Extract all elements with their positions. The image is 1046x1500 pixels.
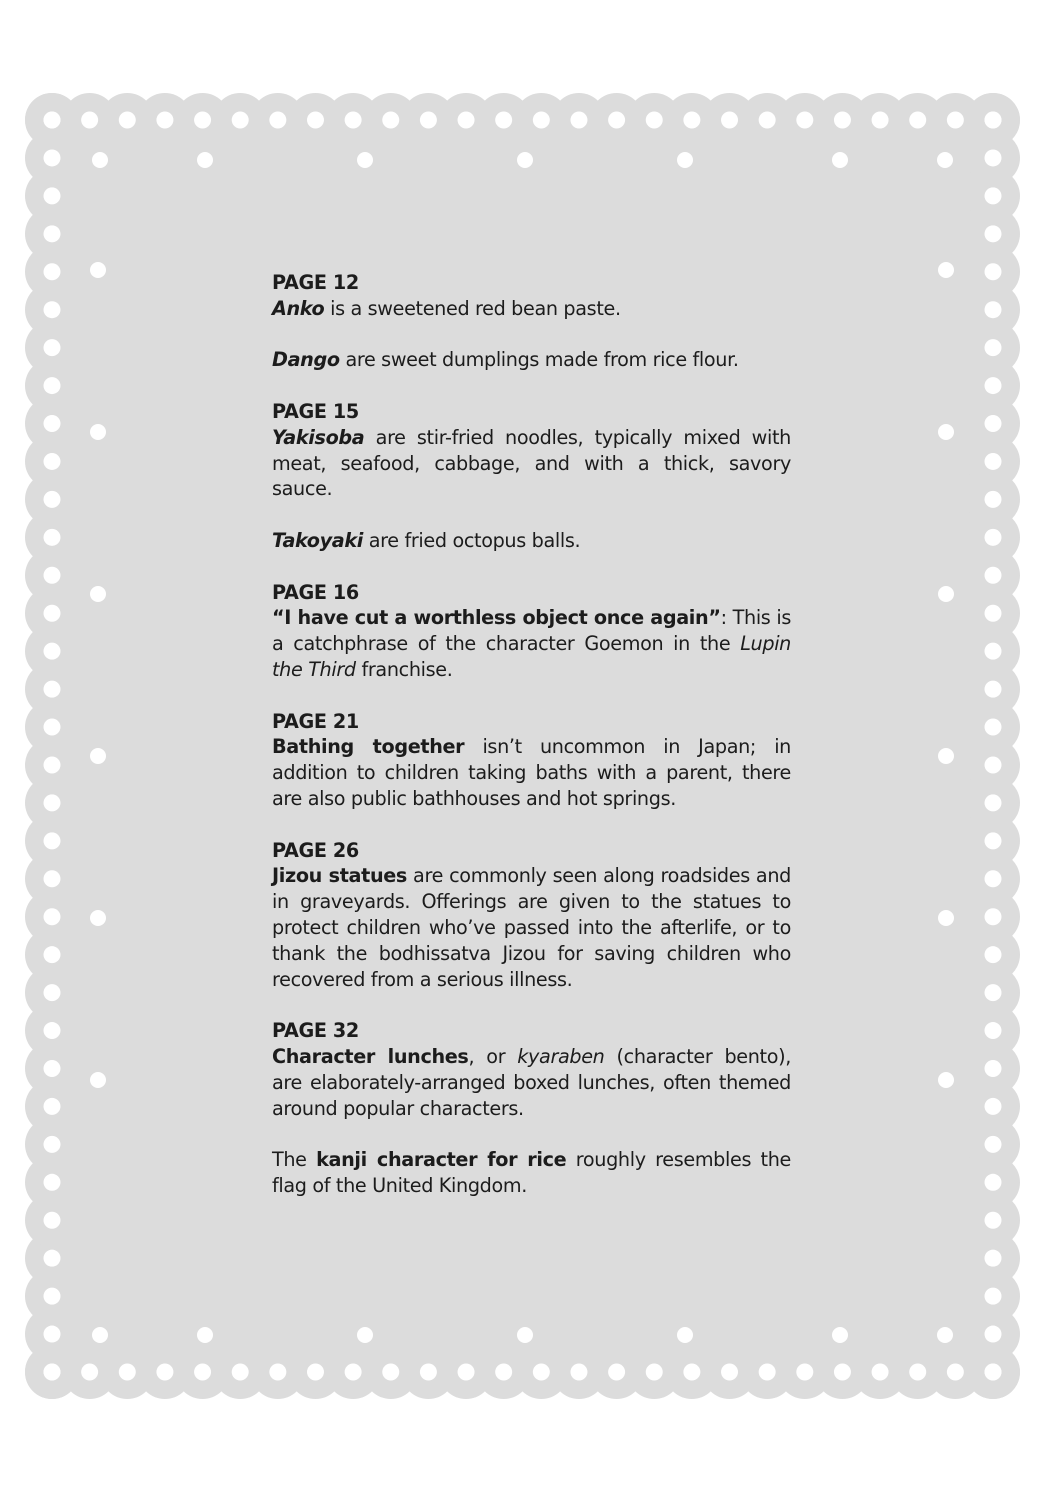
note-term: kyaraben <box>517 1044 605 1068</box>
note-paragraph <box>272 1044 791 1121</box>
translation-notes <box>272 270 791 1224</box>
note-term: “I have cut a worthless object once again” <box>272 606 721 630</box>
note-paragraph <box>272 605 791 682</box>
note-term: Character lunches <box>272 1044 469 1068</box>
note-paragraph <box>272 296 791 322</box>
note-paragraph <box>272 734 791 811</box>
note-text: are commonly seen along roadsides and in graveyards. Offerings are given to the statues to protect children who’ve passed into the afterlife, or to thank the bodhissatva Jizou for saving children who recovered from a serious illness. <box>272 864 791 991</box>
note-term: Takoyaki <box>272 528 364 552</box>
note-term: Anko <box>272 296 325 320</box>
note-term: Lupin the Third <box>272 632 791 681</box>
note-term: Dango <box>272 348 340 372</box>
page-heading: PAGE 21 <box>272 709 359 733</box>
note-text: , or <box>468 1044 518 1068</box>
note-paragraph <box>272 347 791 373</box>
note-text: (character bento), are elaborately-arranged boxed lunches, often themed around popular characters. <box>272 1044 791 1120</box>
note-text: isn’t uncommon in Japan; in addition to children taking baths with a parent, there are also public bathhouses and hot springs. <box>272 735 791 810</box>
note-section <box>272 709 791 812</box>
note-paragraph <box>272 863 791 992</box>
note-paragraph <box>272 1147 791 1199</box>
note-term: kanji character for rice <box>316 1148 567 1172</box>
note-text: : This is a catchphrase of the character Goemon in the <box>272 606 791 656</box>
note-section <box>272 838 791 993</box>
note-term: Bathing together <box>272 735 465 759</box>
note-section <box>272 1018 791 1199</box>
page-heading: PAGE 16 <box>272 580 359 604</box>
note-text: are stir-fried noodles, typically mixed with meat, seafood, cabbage, and with a thick, savory sauce. <box>272 425 791 501</box>
note-text: is a sweetened red bean paste. <box>324 296 621 320</box>
note-text: The <box>272 1148 317 1172</box>
page-heading: PAGE 32 <box>272 1019 359 1043</box>
note-term: Yakisoba <box>272 425 365 449</box>
note-text: are sweet dumplings made from rice flour. <box>339 348 739 372</box>
note-term: Jizou statues <box>272 864 407 888</box>
page-heading: PAGE 26 <box>272 838 359 862</box>
page-heading: PAGE 12 <box>272 271 359 294</box>
note-paragraph <box>272 528 791 554</box>
note-text: are fried octopus balls. <box>363 528 581 552</box>
note-text: franchise. <box>355 657 453 681</box>
note-section <box>272 580 791 683</box>
page-heading: PAGE 15 <box>272 399 359 423</box>
note-section <box>272 270 791 373</box>
note-paragraph <box>272 425 791 502</box>
note-section <box>272 399 791 554</box>
note-text: roughly resembles the flag of the United Kingdom. <box>272 1148 791 1197</box>
